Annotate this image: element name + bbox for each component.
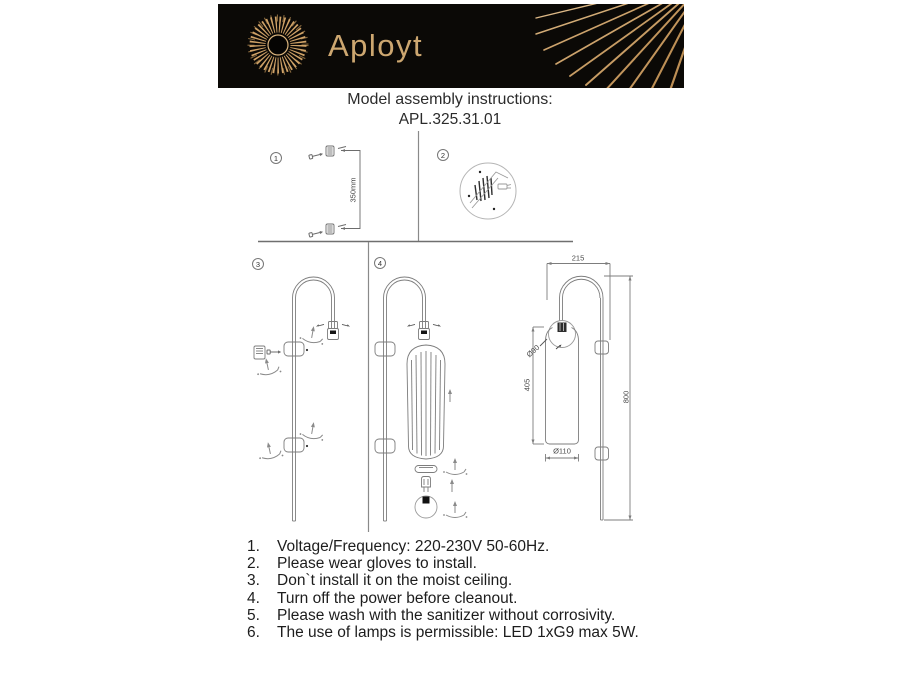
- step-number-1: 1: [270, 152, 282, 164]
- step-number-3: 3: [252, 258, 264, 270]
- dimension-view-drawing: [532, 262, 634, 520]
- banner-artwork: [218, 4, 684, 88]
- instruction-text: Voltage/Frequency: 220-230V 50-60Hz.: [277, 538, 550, 555]
- instruction-number: 1.: [247, 538, 260, 555]
- dim-overall-width: 215: [571, 253, 585, 263]
- step4-shade-drawing: [375, 277, 467, 521]
- instruction-number: 2.: [247, 555, 260, 573]
- instruction-item: [244, 555, 684, 572]
- ray-fan-decoration: [536, 4, 684, 88]
- instruction-item: [244, 572, 684, 589]
- model-number: APL.325.31.01: [398, 111, 502, 128]
- sunburst-logo-icon: [251, 18, 305, 72]
- instruction-text: The use of lamps is permissible: LED 1xG9 max 5W.: [277, 624, 639, 642]
- instruction-number: 3.: [247, 572, 260, 590]
- instruction-item: [244, 590, 684, 607]
- instruction-number: 6.: [247, 624, 260, 642]
- brand-banner: [218, 4, 684, 88]
- instruction-item: [244, 624, 684, 641]
- section-dividers: [258, 131, 573, 532]
- instruction-text: Turn off the power before cleanout.: [277, 589, 518, 607]
- instruction-number: 5.: [247, 606, 260, 624]
- dim-shade-diameter: Ø110: [553, 446, 571, 456]
- page-title: Model assembly instructions:: [347, 91, 553, 108]
- dim-bracket-spacing: 350mm: [348, 177, 358, 203]
- dim-ball-diameter: Ø90: [524, 342, 542, 360]
- title-block: [0, 91, 900, 129]
- dim-shade-height: 405: [522, 378, 532, 392]
- step2-wiring-detail: [460, 163, 516, 219]
- brand-logo-text: Aployt: [328, 28, 424, 63]
- step-number-4: 4: [374, 257, 386, 269]
- step3-frame-drawing: [254, 277, 350, 521]
- instruction-text: Please wear gloves to install.: [277, 555, 477, 573]
- instruction-item: [244, 607, 684, 624]
- instruction-list: [244, 538, 684, 641]
- instruction-item: [244, 538, 684, 555]
- dim-overall-height: 800: [621, 390, 631, 404]
- instruction-text: Please wash with the sanitizer without corrosivity.: [277, 606, 616, 624]
- instruction-number: 4.: [247, 589, 260, 607]
- step-number-2: 2: [437, 149, 449, 161]
- instruction-text: Don`t install it on the moist ceiling.: [277, 572, 513, 590]
